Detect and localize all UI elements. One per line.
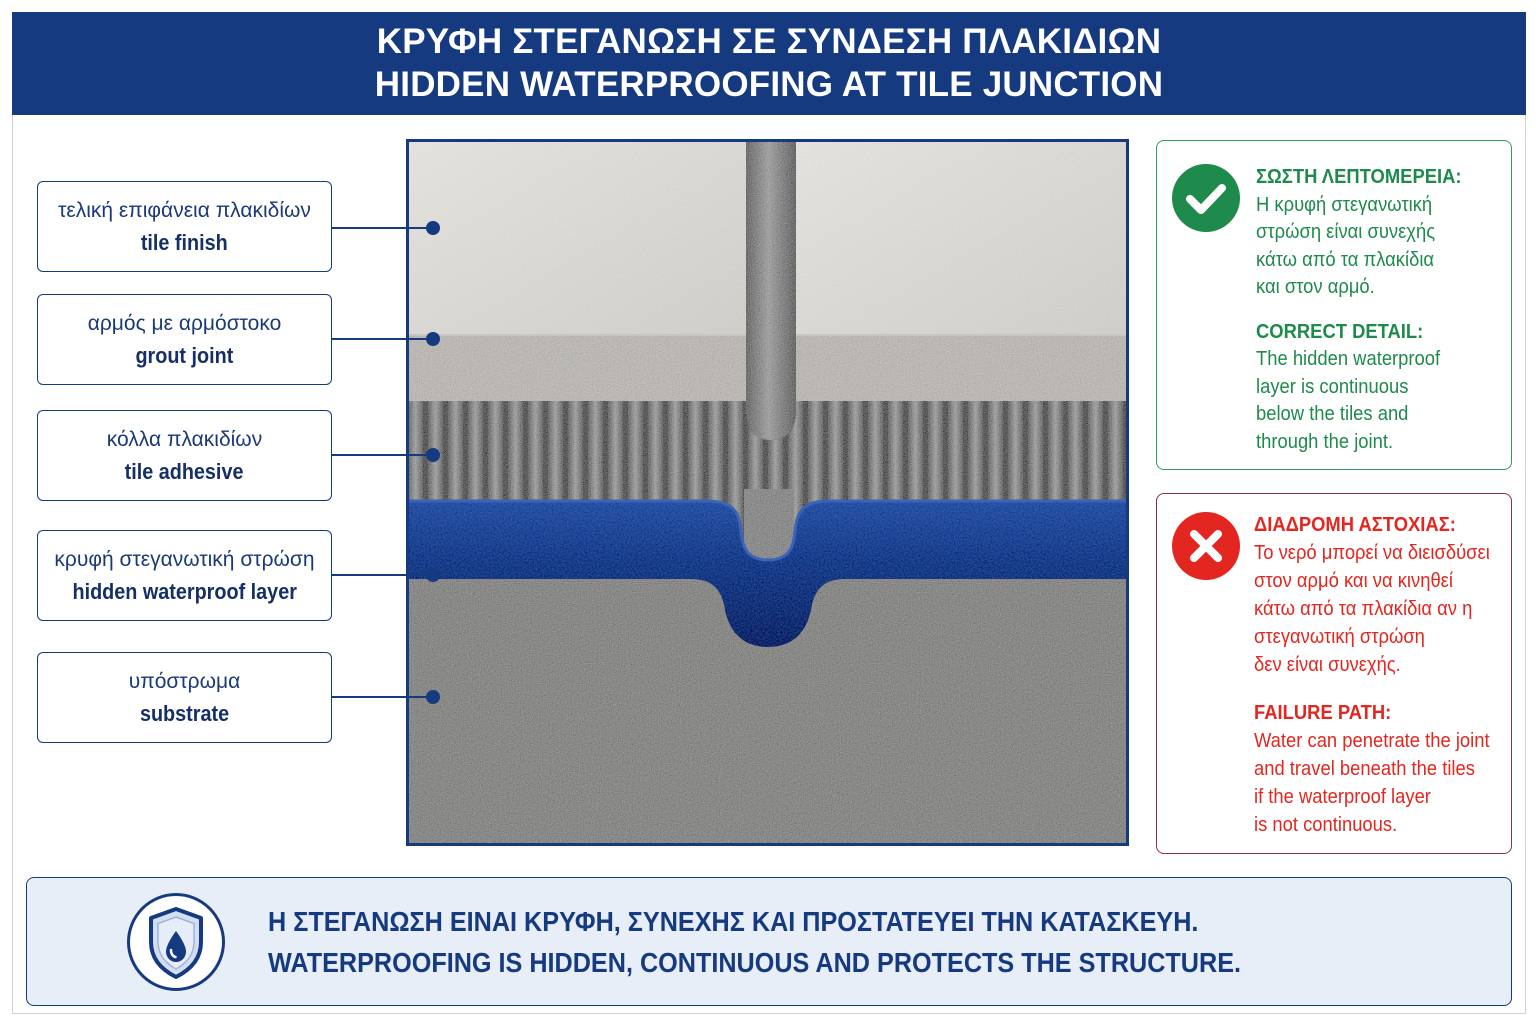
connector-line-tile-finish	[332, 227, 428, 229]
correct-heading-greek: ΣΩΣΤΗ ΛΕΠΤΟΜΕΡΕΙΑ:	[1256, 166, 1462, 188]
title-banner	[12, 12, 1526, 115]
title-greek: ΚΡΥΦΗ ΣΤΕΓΑΝΩΣΗ ΣΕ ΣΥΝΔΕΣΗ ΠΛΑΚΙΔΙΩΝ	[376, 22, 1162, 61]
label-greek: τελική επιφάνεια πλακιδίων	[58, 198, 311, 222]
failure-text-line: and travel beneath the tiles	[1254, 758, 1475, 780]
failure-text-line: if the waterproof layer	[1254, 786, 1431, 808]
connector-line-substrate	[332, 696, 428, 698]
label-tile-adhesive	[37, 410, 332, 501]
connector-dot-substrate	[426, 690, 440, 704]
cross-section-diagram	[406, 139, 1129, 846]
summary-greek: Η ΣΤΕΓΑΝΩΣΗ ΕΙΝΑΙ ΚΡΥΦΗ, ΣΥΝΕΧΗΣ ΚΑΙ ΠΡΟΣΤΑΤΕΥΕΙ ΤΗΝ ΚΑΤΑΣΚΕΥΗ.	[268, 906, 1199, 937]
failure-text-line: is not continuous.	[1254, 814, 1398, 836]
failure-text-line: στεγανωτική στρώση	[1254, 626, 1425, 648]
failure-text-line: Το νερό μπορεί να διεισδύσει	[1254, 542, 1490, 564]
correct-heading-english: CORRECT DETAIL:	[1256, 320, 1424, 343]
label-greek: κρυφή στεγανωτική στρώση	[54, 547, 315, 571]
label-english: substrate	[139, 700, 230, 726]
label-english: tile adhesive	[125, 458, 244, 484]
correct-text-line: Η κρυφή στεγανωτική	[1256, 193, 1433, 216]
connector-dot-grout-joint	[426, 332, 440, 346]
label-greek: αρμός με αρμόστοκο	[87, 311, 282, 335]
label-english: tile finish	[141, 229, 228, 255]
label-tile-finish	[37, 181, 332, 272]
title-english: HIDDEN WATERPROOFING AT TILE JUNCTION	[374, 65, 1164, 104]
correct-text-line: κάτω από τα πλακίδια	[1256, 248, 1435, 271]
failure-text-line: κάτω από τα πλακίδια αν η	[1254, 598, 1473, 620]
label-substrate	[37, 652, 332, 743]
failure-text-line: δεν είναι συνεχής.	[1254, 654, 1401, 676]
connector-dot-tile-adhesive	[426, 448, 440, 462]
label-greek: κόλλα πλακιδίων	[106, 427, 263, 451]
label-greek: υπόστρωμα	[128, 669, 241, 693]
check-icon	[1172, 164, 1240, 232]
label-english: hidden waterproof layer	[72, 578, 297, 604]
connector-dot-waterproof-layer	[426, 568, 440, 582]
correct-detail-text	[1256, 164, 1479, 456]
label-waterproof-layer	[37, 530, 332, 621]
close-icon	[1172, 512, 1240, 580]
connector-line-tile-adhesive	[332, 454, 428, 456]
failure-heading-greek: ΔΙΑΔΡΟΜΗ ΑΣΤΟΧΙΑΣ:	[1254, 514, 1456, 536]
correct-text-line: The hidden waterproof	[1256, 348, 1441, 370]
connector-line-waterproof-layer	[332, 574, 428, 576]
connector-dot-tile-finish	[426, 221, 440, 235]
failure-text-line: Water can penetrate the joint	[1254, 730, 1490, 752]
correct-text-line: below the tiles and	[1256, 403, 1409, 425]
failure-heading-english: FAILURE PATH:	[1254, 702, 1392, 724]
grout-joint	[746, 139, 796, 440]
correct-text-line: layer is continuous	[1256, 375, 1409, 398]
failure-path-text	[1254, 511, 1510, 839]
correct-text-line: και στον αρμό.	[1256, 276, 1375, 298]
connector-line-grout-joint	[332, 338, 428, 340]
shield-water-drop-icon	[126, 892, 226, 992]
correct-text-line: στρώση είναι συνεχής	[1256, 221, 1436, 243]
label-english: grout joint	[135, 342, 234, 368]
label-grout-joint	[37, 294, 332, 385]
summary-text	[268, 901, 1349, 983]
failure-text-line: στον αρμό και να κινηθεί	[1254, 570, 1453, 592]
correct-text-line: through the joint.	[1256, 430, 1394, 453]
summary-english: WATERPROOFING IS HIDDEN, CONTINUOUS AND PROTECTS THE STRUCTURE.	[268, 947, 1242, 978]
